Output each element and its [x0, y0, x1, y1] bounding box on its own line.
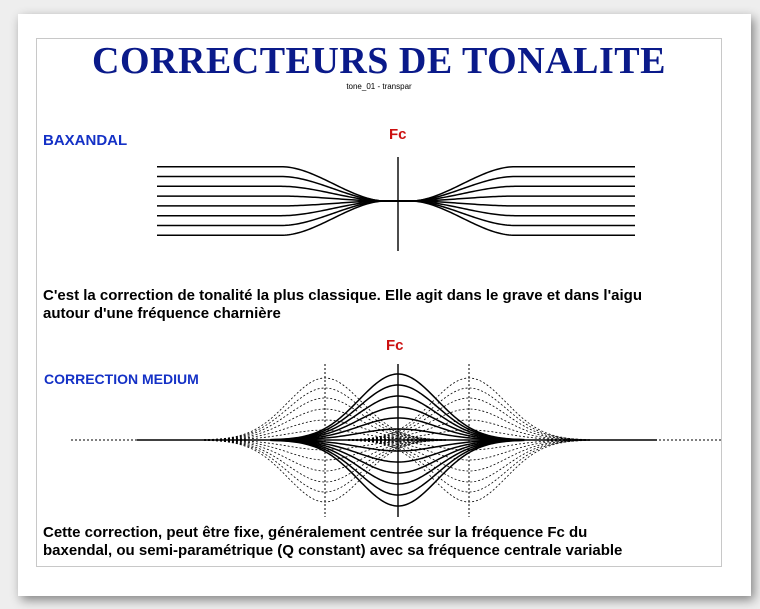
slide [36, 38, 722, 567]
baxandal-description-line2: autour d'une fréquence charnière [43, 305, 281, 322]
medium-curves-diagram [37, 39, 721, 519]
medium-description-line2: baxendal, ou semi-paramétrique (Q constant) avec sa fréquence centrale variable [43, 542, 623, 559]
page-subtitle: tone_01 - transpar [346, 82, 412, 91]
baxandal-label: BAXANDAL [43, 132, 128, 149]
medium-label: CORRECTION MEDIUM [44, 371, 199, 387]
baxandal-fc-label: Fc [389, 126, 407, 143]
baxandal-description-line1: C'est la correction de tonalité la plus classique. Elle agit dans le grave et dans l'aigu [43, 287, 642, 304]
medium-fc-label: Fc [386, 337, 404, 354]
page-title: CORRECTEURS DE TONALITE [92, 40, 666, 82]
medium-description-line1: Cette correction, peut être fixe, généralement centrée sur la fréquence Fc du [43, 524, 588, 541]
